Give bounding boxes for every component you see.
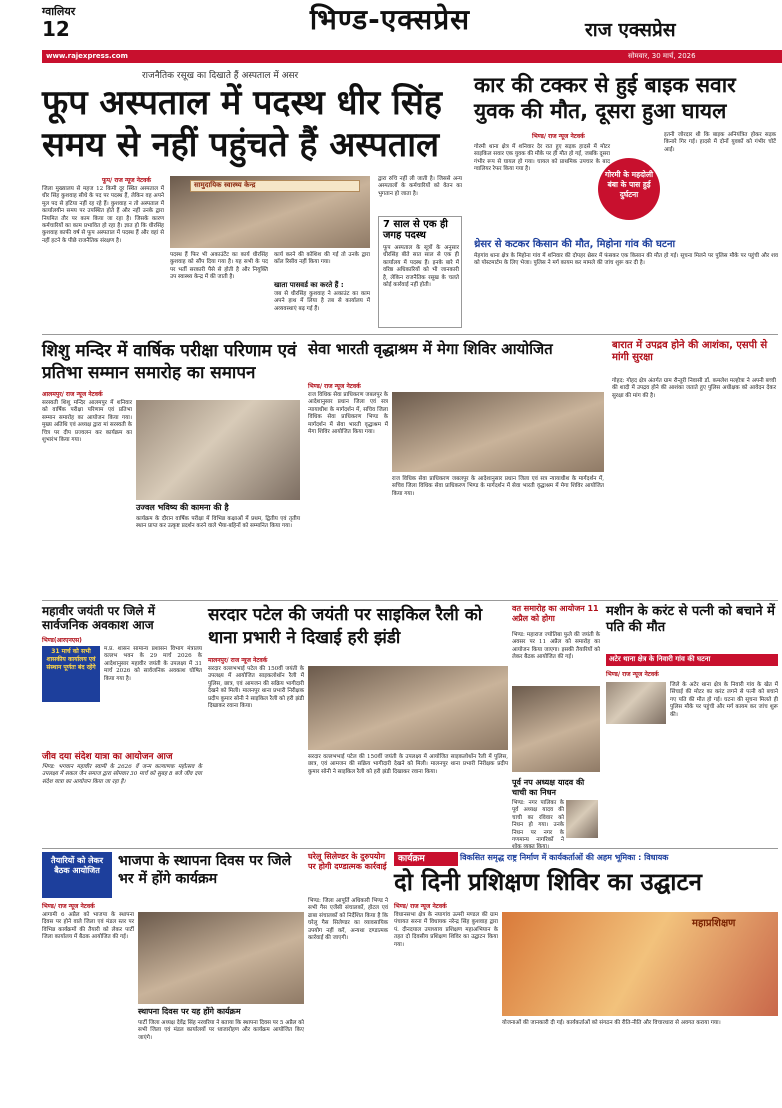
issue-date: सोमवार, 30 मार्च, 2026 — [628, 52, 696, 60]
bjp-body: आगामी 6 अप्रैल को भाजपा के स्थापना दिवस पर होने वाले जिला एवं मंडल स्तर पर विभिन्न कार्यक्रमों की तैयारी को लेकर पार्टी जिला कार्यालय में बैठक आयोजित की गई। — [42, 912, 134, 941]
school-headline: शिशु मन्दिर में वार्षिक परीक्षा परिणाम एवं प्रतिभा सम्मान समारोह का समापन — [42, 341, 297, 383]
page-number: 12 — [42, 17, 70, 41]
shock-photo — [606, 682, 666, 724]
brand-logo: राज एक्सप्रेस — [585, 19, 676, 41]
accident-headline: कार की टक्कर से हुई बाइक सवार युवक की मौत, दूसरा हुआ घायल — [474, 73, 736, 123]
farmer-story — [472, 235, 778, 295]
lead-kicker: राजनैतिक रसूख का दिखाते हैं अस्पताल में असर — [142, 71, 299, 81]
mahavir-note-head: जीव दया संदेश यात्रा का आयोजन आज — [42, 752, 173, 762]
patel-photo — [308, 666, 508, 750]
training-body: विधानसभा क्षेत्र के नयागांव ऊमरी मण्डल की ग्राम पंचायत सरना में विधायक नरेन्द्र सिंह कुशवाह द्वारा पं. दीनदयाल उपाध्याय प्रशिक्षण महाअभियान के तहत दो दिवसीय प्रशिक्षण शिविर का उद्घाटन किया गया। — [394, 912, 498, 948]
sidebox-body: फूप अस्पताल के सूत्रों के अनुसार धीरसिंह बीते सात साल से एक ही कार्यालय में पदस्थ हैं। इनके बारे में वरिष्ठ अधिकारियों को भी जानकारी है, लेकिन राजनैतिक रसूख के चलते कोई कार्रवाई नहीं होती। — [383, 245, 459, 289]
accident-callout-text: गोरमी के महदोली बंबा के पास हुई दुर्घटना — [604, 170, 654, 199]
lead-sidebox — [378, 216, 462, 328]
obit-photo — [566, 800, 598, 838]
lead-body: जिला मुख्यालय से महज 12 किमी दूर स्थित अस्पताल में धीर सिंह कुशवाह सीधे के पद पर पदस्थ हैं, लेकिन वह अपने मूल पद से हटिया नहीं रह रहे हैं। कुशवाह न तो अस्पताल में कार्यालयीन समय पर उपस्थित होते हैं और नहीं उनके द्वारा नियमित तौर पर काम किया जा रहा है। जिसके कारण कर्मचारियों का काम प्रभावित हो रहा है। ज्ञात हो कि धीरसिंह कुशवाह काफी वर्ष से फूप अस्पताल में पदस्थ हैं और वहां से नहीं हटने के पीछे राजनैतिक संरक्षण है। — [42, 186, 164, 244]
farmer-headline: थ्रेसर से कटकर किसान की मौत, मिहोना गांव की घटना — [474, 239, 676, 250]
camp-photo — [392, 392, 604, 472]
lead-body-5: द्वारा रुचि नहीं ली जाती है। जिससे अन्य अस्पतालों के कर्मचारियों को वेतन का भुगतान हो जाता है। — [378, 176, 462, 197]
bjp-subhead: स्थापना दिवस पर यह होंगे कार्यक्रम — [138, 1007, 241, 1016]
training-headline: दो दिनी प्रशिक्षण शिविर का उद्घाटन — [394, 868, 702, 896]
training-banner: महाप्रशिक्षण — [692, 918, 736, 929]
accident-byline: भिण्ड/ राज न्यूज नेटवर्क — [532, 133, 585, 140]
city-name: ग्वालियर — [42, 5, 76, 18]
shock-byline: भिण्ड/ राज न्यूज नेटवर्क — [606, 671, 659, 678]
bjp-tag-text: तैयारियों को लेकर बैठक आयोजित — [51, 856, 103, 875]
lead-headline: फूप अस्पताल में पदस्थ धीर सिंह समय से नहीं पहुंचते हैं अस्पताल — [42, 83, 442, 165]
patel-body-2: सरदार वल्लभभाई पटेल की 150वीं जयंती के उपलक्ष्य में आयोजित साइकलोथॉन रैली में पुलिस, छात्र, एवं आमजन की सक्रिय भागीदारी देखने को मिली। मालनपुर थाना प्रभारी निरीक्षक प्रदीप कुमार सोनी ने साइकिल रैली को हरी झंडी दिखाकर रवाना किया। — [308, 754, 508, 775]
gas-headline: घरेलू सिलेण्डर के दुरुपयोग पर होगी दण्डात्मक कार्रवाई — [308, 852, 387, 871]
function-photo — [512, 686, 600, 772]
website-link[interactable]: www.rajexpress.com — [46, 52, 128, 60]
lead-story — [42, 66, 462, 331]
bjp-headline: भाजपा के स्थापना दिवस पर जिले भर में होंगे कार्यक्रम — [118, 853, 292, 887]
shock-story — [604, 604, 778, 844]
sidebox-heading: 7 साल से एक ही जगह पदस्थ — [383, 219, 448, 242]
bjp-body-2: पार्टी जिला अध्यक्ष देवेंद्र सिंह नरवरिया ने बताया कि स्थापना दिवस पर 5 अप्रैल को सभी जिला एवं मंडल कार्यालयों पर ध्वजारोहण और कार्यक्रम आयोजित किए जाएंगे। — [138, 1020, 304, 1041]
mahavir-story — [42, 604, 202, 844]
function-story — [512, 604, 600, 774]
mahavir-body: म.प्र. शासन सामान्य प्रशासन विभाग मंत्रालय वल्लभ भवन के 29 मार्च 2026 के आदेशानुसार महावीर जयंती के उपलक्ष्य में 31 मार्च 2026 को सार्वजनिक अवकाश घोषित किया गया है। — [104, 646, 202, 682]
masthead — [0, 0, 778, 64]
shock-headline: मशीन के करंट से पत्नी को बचाने में पति की मौत — [606, 604, 775, 635]
hospital-sign-text: सामुदायिक स्वास्थ्य केन्द्र — [194, 181, 256, 189]
bjp-photo — [138, 912, 304, 1004]
training-story — [394, 852, 778, 1102]
camp-headline: सेवा भारती वृद्धाश्रम में मेगा शिविर आयोजित — [308, 340, 553, 358]
wedding-story — [608, 338, 778, 548]
camp-body: राज विधिक सेवा प्राधिकरण जबलपुर के आदेशानुसार प्रधान जिला एवं सत्र न्यायाधीश के मार्गदर्शन में, सचिव जिला विधिक सेवा प्राधिकरण भिण्ड के मार्गदर्शन में सेवा भारती वृद्धाश्रम में मेगा शिविर आयोजित किया गया। — [308, 392, 388, 436]
shock-sub: अटेर थाना क्षेत्र के निवारी गांव की घटना — [606, 654, 778, 666]
divider — [42, 848, 778, 849]
school-body: सरस्वती शिशु मन्दिर आलमपुर में शनिवार को वार्षिक परीक्षा परिणाम एवं प्रतिभा सम्मान समारोह का आयोजन किया गया। मुख्य अतिथि एवं अध्यक्ष द्वारा मां सरस्वती के चित्र पर दीप प्रज्वलन कर कार्यक्रम का शुभारंभ किया गया। — [42, 400, 132, 444]
patel-story — [208, 604, 508, 844]
lead-byline: फूप/ राज न्यूज नेटवर्क — [102, 177, 151, 184]
wedding-headline: बारात में उपद्रव होने की आशंका, एसपी से मांगी सुरक्षा — [612, 340, 768, 363]
divider — [42, 600, 778, 601]
gas-story — [306, 852, 390, 1102]
camp-body-2: राज विधिक सेवा प्राधिकरण जबलपुर के आदेशानुसार प्रधान जिला एवं सत्र न्यायाधीश के मार्गदर्शन में, सचिव जिला विधिक सेवा प्राधिकरण भिण्ड के मार्गदर्शन में सेवा भारती वृद्धाश्रम में मेगा शिविर आयोजित किया गया। — [392, 476, 604, 497]
school-byline: आलमपुर/ राज न्यूज नेटवर्क — [42, 391, 103, 398]
lead-body-2: पदस्थ हैं फिर भी अकाउंटेंट का कार्य धीरसिंह कुशवाह को सौंप दिया गया है। यह सभी के पद पर भर्ती सरकारी पैसे से होती है और नियुक्ति उप स्वास्थ्य केन्द्र में की जाती है। — [170, 252, 268, 281]
farmer-body: मेहगांव थाना क्षेत्र के मिहोना गांव में शनिवार की दोपहर थ्रेसर में फंसकर एक किसान की मौत हो गई। सूचना मिलने पर पुलिस मौके पर पहुंची और शव को पोस्टमार्टम के लिए भेजा। पुलिस ने मर्ग कायम कर मामले की जांच शुरू कर दी है। — [474, 253, 778, 267]
training-photo — [502, 912, 778, 1016]
school-body-2: कार्यक्रम के दौरान वार्षिक परीक्षा में विभिन्न कक्षाओं में प्रथम, द्वितीय एवं तृतीय स्थान प्राप्त कर उत्कृष्ट प्रदर्शन करने वाले भैया-बहिनों को सम्मानित किया गया। — [136, 516, 300, 530]
function-headline: वत समारोह का आयोजन 11 अप्रैल को होगा — [512, 604, 599, 623]
patel-byline: मालनपुर/ राज न्यूज नेटवर्क — [208, 657, 268, 664]
function-body: भिण्ड: महाराज ज्योतिबा फुले की जयंती के अवसर पर 11 अप्रैल को समारोह का आयोजन किया जाएगा। इसकी तैयारियों को लेकर बैठक आयोजित की गई। — [512, 632, 600, 661]
school-story — [42, 338, 302, 598]
lead-subhead: खाता पासवर्ड का करते हैं : — [274, 281, 344, 289]
obit-body: भिण्ड: नगर पालिका के पूर्व अध्यक्ष यादव की चाची का रविवार को निधन हो गया। उनके निधन पर नगर के गणमान्य नागरिकों ने — [512, 800, 564, 844]
wedding-body: गोहद: गोहद क्षेत्र अंतर्गत ग्राम रौन्तुरी निवासी डॉ. कमलेश मल्होत्रा ने अपनी बच्ची की शादी में उपद्रव होने की आशंका जताते हुए पुलिस अधीक्षक को आवेदन देकर सुरक्षा की मांग की है। — [612, 378, 776, 399]
mahavir-note: भिण्ड: भगवान महावीर स्वामी के 2626 वें जन्म कल्याणक महोत्सव के उपलक्ष्य में सकल जैन समाज द्वारा सोमवार 30 मार्च को सुबह 8 बजे जीव दया संदेश यात्रा का आयोजन किया जा रहा है। — [42, 764, 202, 785]
accident-body-2: इतनी जोरदार थी कि बाइक अनियंत्रित होकर सड़क किनारे गिर गई। हादसे में दोनों युवकों को गंभीर चोटें आईं। — [664, 132, 776, 153]
training-label: कार्यक्रम — [394, 852, 458, 866]
training-kicker: विकसित समृद्ध राष्ट्र निर्माण में कार्यकर्ताओं की अहम भूमिका : विधायक — [460, 853, 669, 862]
school-subhead: उज्वल भविष्य की कामना की है — [136, 503, 229, 512]
camp-story — [304, 338, 604, 548]
hospital-photo — [170, 176, 370, 248]
shock-body: जिले के अटेर थाना क्षेत्र के निवारी गांव के खेत में सिंचाई की मोटर का करंट लगने से पत्नी को बचाने गए पति की मौत हो गई। घटना की सूचना मिलते ही पुलिस मौके पर पहुंची और मर्ग कायम कर जांच शुरू की। — [670, 682, 778, 718]
school-photo — [136, 400, 300, 500]
paper-title: भिण्ड-एक्सप्रेस — [309, 3, 471, 36]
lead-body-4: जब से धीरसिंह कुशवाह ने अकाउंट का काम अपने हाथ में लिया है तब से कार्यालय में अव्यवस्थाएं बढ़ गई हैं। — [274, 291, 370, 312]
mahavir-byline: भिण्ड(आरएनएस) — [42, 637, 82, 644]
training-body-2: योजनाओं की जानकारी दी गई। कार्यकर्ताओं को संगठन की रीति-नीति और विचारधारा से अवगत कराया गया। — [502, 1020, 721, 1026]
accident-story — [472, 72, 778, 232]
mahavir-headline: महावीर जयंती पर जिले में सार्वजनिक अवकाश आज — [42, 604, 155, 632]
mahavir-box-text: 31 मार्च को सभी शासकीय कार्यालय एवं संस्थान पूर्णतः बंद रहेंगे — [46, 648, 96, 671]
obit-story — [512, 778, 600, 844]
patel-headline: सरदार पटेल की जयंती पर साइकिल रैली को थाना प्रभारी ने दिखाई हरी झंडी — [208, 605, 483, 648]
obit-headline: पूर्व नप अध्यक्ष यादव की चाची का निधन — [512, 778, 585, 797]
camp-byline: भिण्ड/ राज न्यूज नेटवर्क — [308, 383, 361, 390]
lead-body-3: कार्य करने की कोशिश की गई तो उनके द्वारा कॉल रिसीव नहीं किया गया। — [274, 252, 370, 266]
accident-body: गोरमी थाना क्षेत्र में शनिवार देर रात हुए सड़क हादसे में मोटर साइकिल सवार एक युवक की मौके पर ही मौत हो गई, जबकि दूसरा गंभीर रूप से घायल हो गया। घायल को प्राथमिक उपचार के बाद ग्वालियर रेफर किया गया है। — [474, 144, 610, 173]
bjp-story — [42, 852, 304, 1102]
patel-body: सरदार वल्लभभाई पटेल की 150वीं जयंती के उपलक्ष्य में आयोजित साइकलोथॉन रैली में पुलिस, छात्र, एवं आमजन की सक्रिय भागीदारी देखने को मिली। मालनपुर थाना प्रभारी निरीक्षक प्रदीप कुमार सोनी ने साइकिल रैली को हरी झंडी दिखाकर रवाना किया। — [208, 666, 304, 710]
gas-body: भिण्ड: जिला आपूर्ति अधिकारी भिण्ड ने सभी गैस एजेंसी संचालकों, होटल एवं ढाबा संचालकों को निर्देशित किया है कि घरेलू गैस सिलेण्डर का व्यावसायिक उपयोग नहीं करें, अन्यथा दण्डात्मक कार्रवाई की जाएगी। — [308, 898, 388, 942]
training-byline: भिण्ड/ राज न्यूज नेटवर्क — [394, 903, 447, 910]
bjp-byline: भिण्ड/ राज न्यूज नेटवर्क — [42, 903, 95, 910]
divider — [42, 334, 778, 335]
